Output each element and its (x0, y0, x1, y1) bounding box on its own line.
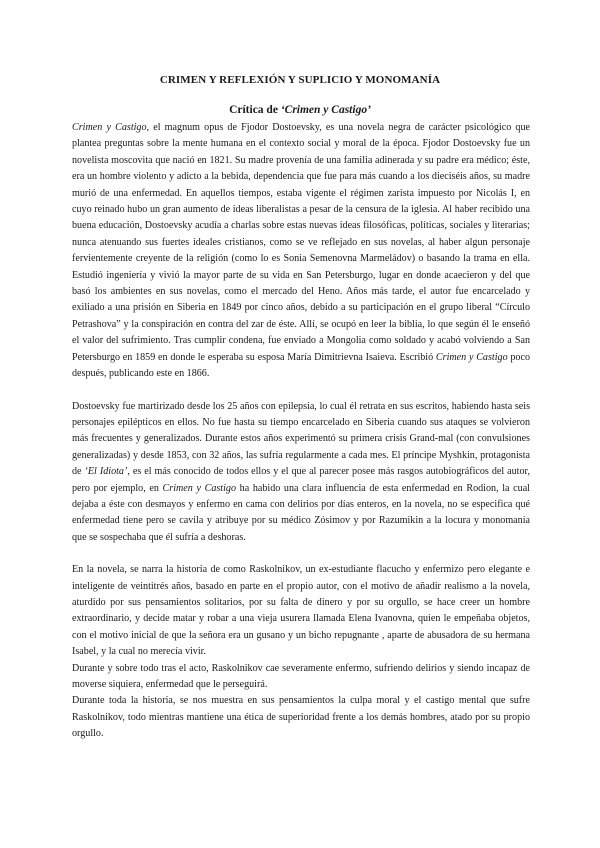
paragraph-gap (72, 383, 530, 399)
subtitle-book-title: ‘Crimen y Castigo’ (280, 104, 371, 116)
paragraph-2 (72, 399, 530, 547)
book-title-ref: Crimen y Castigo (162, 482, 236, 494)
document-subtitle (0, 104, 600, 116)
paragraph-gap (72, 546, 530, 562)
paragraph-2-text-end: ha habido una clara influencia de esta enfermedad en Rodion, la cual dejaba a éste con desmayos y enfermo en cama con delirios por días enteros, en la novela, no se especifica qué enfermedad tiene pero se cavila y atribuye por su médico Zósimov y por Razumikin a la locura y monomanía que se sospechaba que él sufría a deshoras. (72, 482, 530, 543)
paragraph-1-text-end: poco después, publicando este en 1866. (72, 351, 531, 380)
book-title-ref: Crimen y Castigo (72, 122, 147, 133)
document-title: CRIMEN Y REFLEXIÓN Y SUPLICIO Y MONOMANÍA (159, 74, 441, 86)
book-title-ref: ‘El Idiota’ (84, 466, 128, 478)
paragraph-5: Durante toda la historia, se nos muestra en sus pensamientos la culpa moral y el castigo mental que sufre Raskolnikov, todo mientras mantiene una ética de superioridad frente a los demás hombres, atado por su propio orgullo. (72, 695, 530, 740)
paragraph-1-text: , el magnum opus de Fjodor Dostoevsky, es una novela negra de carácter psicológico que plantea preguntas sobre la mente humana en el contexto social y moral de la época. Fjodor Dostoevsky fue un novelista moscovita que nació en 1821. Su madre provenía de una familia adinerada y su padre era médico; éste, era un hombre violento y adicto a la bebida, dependencia que fue para más cuando a los dieciséis años, su madre murió de una enfermedad. En aquellos tiempos, estaba vigente el régimen zarista impuesto por Nicolás I, en cuyo reinado hubo un gran aumento de ideas liberalistas a pesar de la censura de la iglesia. Al haber recibido una buena educación, Dostoevsky acudía a charlas sobre estas nuevas ideas filosóficas, políticas, sociales y literarias; nunca atenuando sus fuertes ideales cristianos, como se ve reflejado en sus novelas, al haber algun personaje fervientemente creyente de la religión (como lo es Sonia Semenovna Marmeládov) o basando la trama en ella. Estudió ingeniería y vivió la mayor parte de su vida en San Petersburgo, lugar en donde acaecieron y del que basó los ambientes en sus novelas, como el mercado del Heno. Años más tarde, el autor fue encarcelado y exiliado a una prisión en Siberia en 1849 por cinco años, debido a su participación en el grupo liberal “Círculo Petrashova” y la conspiración en contra del zar de éste. Allí, se ocupó en leer la biblia, lo que según él le enseñó el valor del sufrimiento. Tras cumplir condena, fue enviado a Mongolia como soldado y acabó volviendo a San Petersburgo en 1859 en donde le esperaba su esposa María Dimitrievna Isaieva. Escribió (72, 122, 531, 363)
paragraph-1 (72, 120, 530, 383)
paragraph-4: Durante y sobre todo tras el acto, Raskolnikov cae severamente enfermo, sufriendo delirios y siendo incapaz de moverse siquiera, enfermedad que le perseguirá. (72, 662, 530, 690)
paragraph-2-text: Dostoevsky fue martirizado desde los 25 años con epilepsia, lo cual él retrata en sus escritos, habiendo hasta seis personajes epilépticos en ellos. No fue hasta su tiempo encarcelado en Siberia cuando sus ataques se volvieron más frecuentes y generalizados. Durante estos años experimentó su primera crisis Grand-mal (con convulsiones generalizadas) y desde 1853, con 32 años, las sufría regularmente a cada mes. El príncipe Myshkin, protagonista de (72, 400, 530, 478)
document-body (72, 120, 530, 743)
paragraph-2-text-mid: , es el más conocido de todos ellos y el que al parecer posee más rasgos autobiográficos del autor, pero por ejemplo, en (72, 466, 530, 494)
paragraph-3: En la novela, se narra la historia de como Raskolnikov, un ex-estudiante flacucho y enfermizo pero elegante e inteligente de veintitrés años, basado en parte en el propio autor, con el motivo de añadir realismo a la novela, aturdido por sus pensamientos solitarios, por su falta de dinero y por su orgullo, se hace creer un hombre extraordinario, y decide matar y robar a una vieja usurera llamada Elena Ivanovna, quien le empeñaba objetos, con el motivo inicial de que la señora era un gusano y un bicho repugnante , aparte de abusadora de su hermana Isabel, y la cual no merecía vivir. (72, 564, 530, 658)
book-title-ref: Crimen y Castigo (435, 351, 508, 363)
subtitle-prefix: Crítica de (229, 104, 281, 116)
